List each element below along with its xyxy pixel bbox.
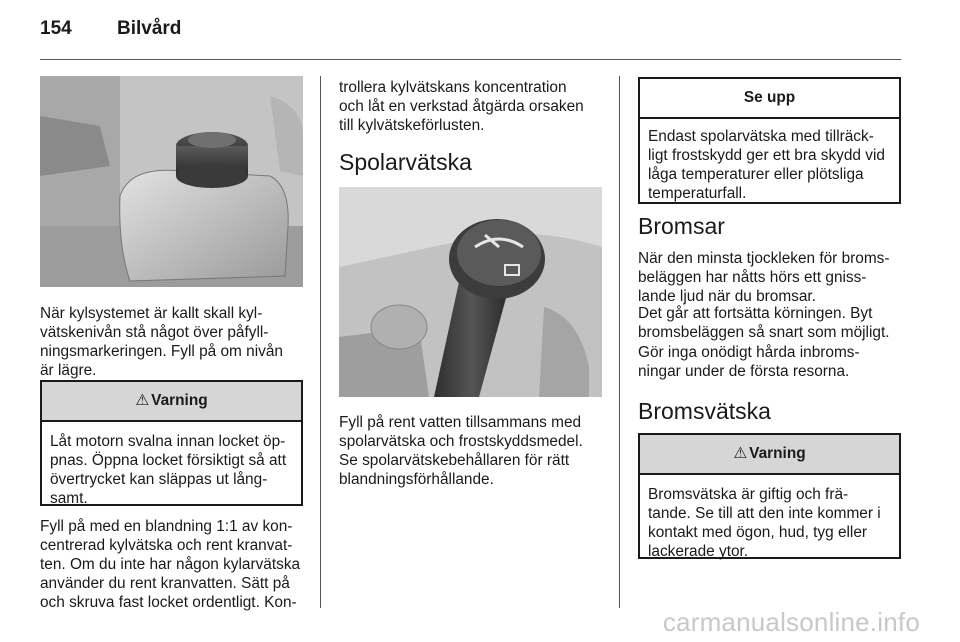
column-divider-1 xyxy=(320,76,321,608)
text-line: Fyll på rent vatten tillsammans med xyxy=(339,414,582,431)
text-line: Bromsvätska är giftig och frä- xyxy=(648,486,849,503)
text-line: Se spolarvätskebehållaren för rätt xyxy=(339,452,570,469)
warning-triangle-icon: ⚠ xyxy=(733,445,748,462)
coolant-check-paragraph xyxy=(339,78,609,135)
section-heading-brake-fluid: Bromsvätska xyxy=(638,398,771,424)
text-line: vätskenivån stå något över påfyll- xyxy=(40,324,269,341)
text-line: och skruva fast locket ordentligt. Kon- xyxy=(40,594,297,611)
text-line: Fyll på med en blandning 1:1 av kon- xyxy=(40,518,293,535)
text-line: Gör inga onödigt hårda inbroms- xyxy=(638,344,860,361)
section-heading-brakes: Bromsar xyxy=(638,213,725,239)
brakes-paragraph-3 xyxy=(638,343,913,381)
coolant-reservoir-image xyxy=(40,76,303,287)
page-title: Bilvård xyxy=(117,18,182,39)
brakes-paragraph-2 xyxy=(638,304,913,342)
text-line: blandningsförhållande. xyxy=(339,471,494,488)
text-line: kontakt med ögon, hud, tyg eller xyxy=(648,524,868,541)
text-line: centrerad kylvätska och rent kranvat- xyxy=(40,537,293,554)
column-divider-2 xyxy=(619,76,620,608)
text-line: ten. Om du inte har någon kylarvätska xyxy=(40,556,301,573)
text-line: Låt motorn svalna innan locket öp- xyxy=(50,433,286,450)
warning-box-brake-fluid xyxy=(638,433,901,559)
text-line: och låt en verkstad åtgärda orsaken xyxy=(339,98,584,115)
text-line: När kylsystemet är kallt skall kyl- xyxy=(40,305,263,322)
warning-header xyxy=(640,435,899,475)
text-line: lackerade ytor. xyxy=(648,543,749,560)
text-line: ningar under de första resorna. xyxy=(638,363,850,380)
text-line: är lägre. xyxy=(40,362,97,379)
warning-title: Varning xyxy=(749,445,806,462)
text-line: Det går att fortsätta körningen. Byt xyxy=(638,305,873,322)
text-line: spolarvätska och frostskyddsmedel. xyxy=(339,433,583,450)
text-line: temperaturfall. xyxy=(648,185,747,202)
text-line: tande. Se till att den inte kommer i xyxy=(648,505,881,522)
brakes-paragraph-1 xyxy=(638,249,913,306)
warning-header xyxy=(42,382,301,422)
coolant-mix-paragraph xyxy=(40,517,312,612)
watermark: carmanualsonline.info xyxy=(662,607,920,637)
section-heading-washer-fluid: Spolarvätska xyxy=(339,149,472,175)
text-line: till kylvätskeförlusten. xyxy=(339,117,485,134)
text-line: låga temperaturer eller plötsliga xyxy=(648,166,864,183)
coolant-level-paragraph xyxy=(40,304,310,380)
header-rule xyxy=(40,59,901,60)
text-line: ligt frostskydd ger ett bra skydd vid xyxy=(648,147,885,164)
warning-title: Varning xyxy=(151,392,208,409)
caution-header: Se upp xyxy=(640,79,899,119)
text-line: lande ljud när du bromsar. xyxy=(638,288,816,305)
page-number: 154 xyxy=(40,18,72,39)
text-line: trollera kylvätskans koncentration xyxy=(339,79,567,96)
text-line: ningsmarkeringen. Fyll på om nivån xyxy=(40,343,283,360)
text-line: När den minsta tjockleken för broms- xyxy=(638,250,890,267)
text-line: bromsbeläggen så snart som möjligt. xyxy=(638,324,890,341)
text-line: använder du rent kranvatten. Sätt på xyxy=(40,575,290,592)
warning-triangle-icon: ⚠ xyxy=(135,392,150,409)
text-line: övertrycket kan släppas ut lång- xyxy=(50,471,268,488)
text-line: Endast spolarvätska med tillräck- xyxy=(648,128,874,145)
text-line: pnas. Öppna locket försiktigt så att xyxy=(50,452,287,469)
warning-box-coolant xyxy=(40,380,303,506)
text-line: beläggen har nåtts hörs ett gniss- xyxy=(638,269,867,286)
washer-fluid-paragraph xyxy=(339,413,609,489)
caution-box-washer xyxy=(638,77,901,204)
washer-fluid-cap-image xyxy=(339,187,602,397)
text-line: samt. xyxy=(50,490,88,507)
